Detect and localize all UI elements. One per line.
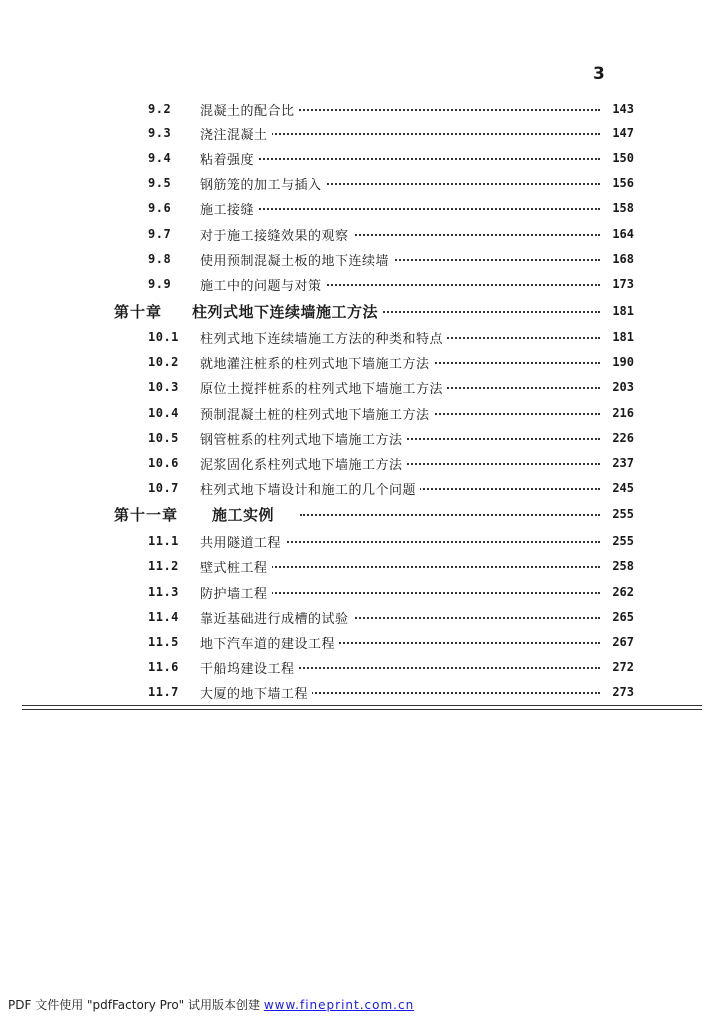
toc-section-row <box>0 121 724 145</box>
section-number: 11.1 <box>148 534 179 548</box>
page-ref: 156 <box>600 176 634 190</box>
section-number: 9.6 <box>148 201 172 215</box>
page-ref: 168 <box>600 252 634 266</box>
toc-section-row <box>0 476 724 500</box>
section-title: 共用隧道工程 <box>200 532 285 551</box>
page-ref: 203 <box>600 380 634 394</box>
section-title: 防护墙工程 <box>200 583 272 602</box>
toc-section-row <box>0 680 724 704</box>
section-number: 9.9 <box>148 277 172 291</box>
toc-section-row <box>0 630 724 654</box>
section-title: 钢管桩系的柱列式地下墙施工方法 <box>200 429 407 448</box>
section-title: 对于施工接缝效果的观察 <box>200 225 353 244</box>
page-ref: 190 <box>600 355 634 369</box>
dot-leader <box>200 158 600 160</box>
toc-chapter-row <box>0 299 724 323</box>
section-number: 11.2 <box>148 559 179 573</box>
section-title: 地下汽车道的建设工程 <box>200 633 339 652</box>
section-title: 靠近基础进行成槽的试验 <box>200 608 353 627</box>
page-ref: 267 <box>600 635 634 649</box>
toc-section-row <box>0 146 724 170</box>
section-number: 9.8 <box>148 252 172 266</box>
section-title: 使用预制混凝土板的地下连续墙 <box>200 250 393 269</box>
page-ref: 143 <box>600 102 634 116</box>
section-title: 浇注混凝土 <box>200 124 272 143</box>
toc-section-row <box>0 401 724 425</box>
page-ref: 255 <box>600 507 634 521</box>
chapter-title: 施工实例 <box>212 504 278 525</box>
section-number: 10.2 <box>148 355 179 369</box>
section-number: 11.7 <box>148 685 179 699</box>
page-ref: 147 <box>600 126 634 140</box>
pdf-footer <box>8 996 414 1013</box>
section-title: 原位土搅拌桩系的柱列式地下墙施工方法 <box>200 378 447 397</box>
toc-section-row <box>0 375 724 399</box>
section-number: 9.3 <box>148 126 172 140</box>
divider-line <box>22 709 702 710</box>
section-number: 10.1 <box>148 330 179 344</box>
toc-section-row <box>0 529 724 553</box>
page-ref: 272 <box>600 660 634 674</box>
section-title: 施工接缝 <box>200 199 258 218</box>
page-number: 3 <box>593 64 605 84</box>
section-number: 10.6 <box>148 456 179 470</box>
page-ref: 226 <box>600 431 634 445</box>
section-title: 柱列式地下墙设计和施工的几个问题 <box>200 479 420 498</box>
section-number: 10.5 <box>148 431 179 445</box>
section-title: 干船坞建设工程 <box>200 658 299 677</box>
toc-section-row <box>0 325 724 349</box>
section-title: 柱列式地下连续墙施工方法的种类和特点 <box>200 328 447 347</box>
page-ref: 164 <box>600 227 634 241</box>
chapter-title: 柱列式地下连续墙施工方法 <box>192 301 382 322</box>
page-ref: 273 <box>600 685 634 699</box>
toc-section-row <box>0 451 724 475</box>
section-number: 11.6 <box>148 660 179 674</box>
section-title: 施工中的问题与对策 <box>200 275 326 294</box>
footer-text: PDF 文件使用 "pdfFactory Pro" 试用版本创建 <box>8 998 261 1012</box>
section-number: 11.3 <box>148 585 179 599</box>
page-ref: 265 <box>600 610 634 624</box>
section-title: 钢筋笼的加工与插入 <box>200 174 326 193</box>
section-number: 9.7 <box>148 227 172 241</box>
section-number: 9.5 <box>148 176 172 190</box>
section-number: 11.4 <box>148 610 179 624</box>
section-number: 9.2 <box>148 102 172 116</box>
section-number: 10.4 <box>148 406 179 420</box>
page-ref: 158 <box>600 201 634 215</box>
toc-section-row <box>0 272 724 296</box>
toc-section-row <box>0 196 724 220</box>
section-number: 10.3 <box>148 380 179 394</box>
section-title: 预制混凝土桩的柱列式地下墙施工方法 <box>200 404 434 423</box>
toc-section-row <box>0 97 724 121</box>
page-ref: 150 <box>600 151 634 165</box>
page-ref: 173 <box>600 277 634 291</box>
footer-link[interactable]: www.fineprint.com.cn <box>263 998 415 1012</box>
section-title: 混凝土的配合比 <box>200 100 299 119</box>
section-number: 9.4 <box>148 151 172 165</box>
section-title: 大厦的地下墙工程 <box>200 683 312 702</box>
page-ref: 245 <box>600 481 634 495</box>
toc-chapter-row <box>0 502 724 526</box>
toc-section-row <box>0 655 724 679</box>
toc-section-row <box>0 350 724 374</box>
toc-section-row <box>0 171 724 195</box>
page-ref: 181 <box>600 304 634 318</box>
section-number: 11.5 <box>148 635 179 649</box>
toc-section-row <box>0 426 724 450</box>
page-ref: 237 <box>600 456 634 470</box>
section-title: 粘着强度 <box>200 149 258 168</box>
toc-section-row <box>0 222 724 246</box>
section-title: 泥浆固化系柱列式地下墙施工方法 <box>200 454 407 473</box>
toc-section-row <box>0 247 724 271</box>
toc-section-row <box>0 580 724 604</box>
chapter-number: 第十一章 <box>114 505 179 524</box>
section-title: 壁式桩工程 <box>200 557 272 576</box>
dot-leader <box>300 514 600 516</box>
page-ref: 216 <box>600 406 634 420</box>
section-title: 就地灌注桩系的柱列式地下墙施工方法 <box>200 353 434 372</box>
toc-section-row <box>0 605 724 629</box>
section-number: 10.7 <box>148 481 179 495</box>
page-ref: 258 <box>600 559 634 573</box>
toc-section-row <box>0 554 724 578</box>
divider-line <box>22 705 702 706</box>
page-ref: 262 <box>600 585 634 599</box>
dot-leader <box>200 208 600 210</box>
page-ref: 255 <box>600 534 634 548</box>
chapter-number: 第十章 <box>114 302 163 321</box>
page-ref: 181 <box>600 330 634 344</box>
